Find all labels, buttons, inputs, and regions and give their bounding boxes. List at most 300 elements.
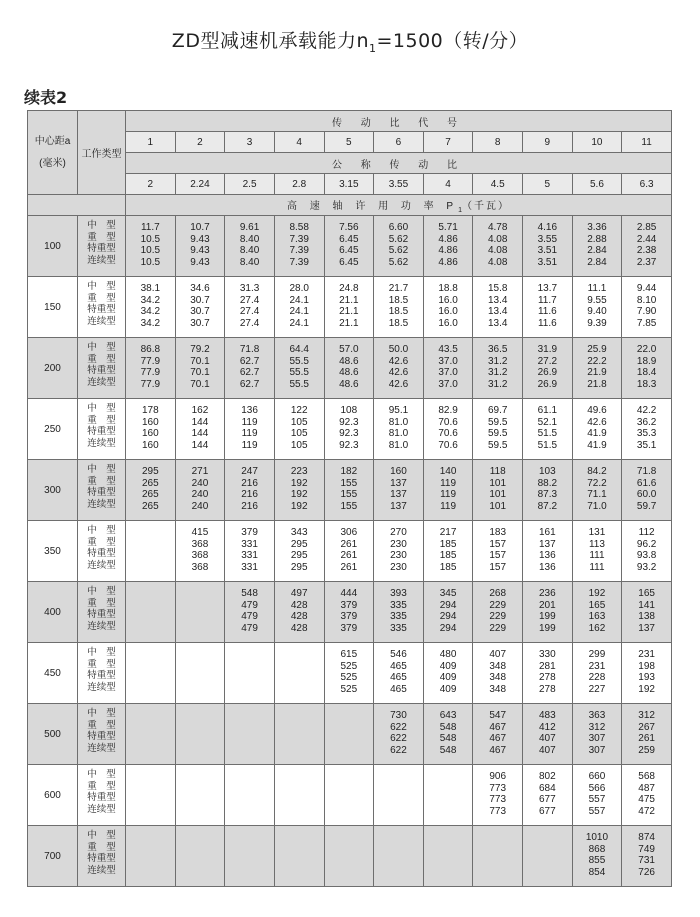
ratio-code-6: 6 xyxy=(374,132,424,153)
power-value: 270 xyxy=(390,527,407,538)
power-value: 428 xyxy=(290,611,308,623)
work-type-list xyxy=(78,765,126,826)
power-cell xyxy=(572,399,622,460)
power-value: 379 xyxy=(340,622,358,634)
work-type-label: 特重型 xyxy=(87,487,116,499)
work-type-label: 重 型 xyxy=(87,536,116,548)
work-type-label: 中 型 xyxy=(87,220,116,231)
power-value: 157 xyxy=(489,538,507,550)
power-cell xyxy=(324,338,374,399)
nominal-ratio-11: 6.3 xyxy=(622,174,672,195)
power-cell xyxy=(225,399,275,460)
power-cell xyxy=(225,216,275,277)
power-value: 86.8 xyxy=(140,344,161,355)
power-value: 92.3 xyxy=(339,439,359,451)
power-value: 51.5 xyxy=(537,428,558,440)
power-cell xyxy=(622,765,672,826)
power-value: 4.08 xyxy=(487,245,508,257)
power-value: 119 xyxy=(440,489,457,501)
work-type-label: 中 型 xyxy=(87,464,116,475)
work-type-label: 重 型 xyxy=(87,719,116,731)
power-value: 27.4 xyxy=(239,306,260,318)
power-cell xyxy=(423,399,473,460)
power-value: 48.6 xyxy=(339,378,359,390)
ratio-code-4: 4 xyxy=(274,132,324,153)
power-value: 548 xyxy=(241,588,258,599)
power-value: 185 xyxy=(439,538,457,550)
power-cell xyxy=(572,338,622,399)
power-value: 8.40 xyxy=(239,233,260,245)
power-cell xyxy=(126,460,176,521)
power-value: 3.51 xyxy=(537,256,558,268)
power-value: 497 xyxy=(290,588,308,599)
power-value: 444 xyxy=(340,588,358,599)
power-value: 30.7 xyxy=(190,317,210,329)
power-value: 21.7 xyxy=(388,283,409,294)
power-cell xyxy=(225,338,275,399)
power-cell xyxy=(622,826,672,887)
power-cell xyxy=(572,704,622,765)
power-value: 312 xyxy=(588,721,606,733)
power-value: 261 xyxy=(340,550,358,562)
power-cell xyxy=(523,582,573,643)
empty-cell xyxy=(175,704,225,765)
power-value: 281 xyxy=(538,660,556,672)
power-cell xyxy=(622,643,672,704)
power-cell xyxy=(225,277,275,338)
power-value: 731 xyxy=(638,855,655,867)
empty-cell xyxy=(274,765,324,826)
power-value: 749 xyxy=(638,843,655,855)
power-unit: （千瓦） xyxy=(462,200,511,212)
power-cell xyxy=(423,277,473,338)
power-value: 348 xyxy=(489,672,507,684)
power-cell xyxy=(225,521,275,582)
power-value: 55.5 xyxy=(289,378,309,390)
power-cell xyxy=(423,704,473,765)
power-value: 6.45 xyxy=(339,245,359,257)
power-cell xyxy=(523,765,573,826)
title-subscript: 1 xyxy=(369,41,377,55)
power-value: 34.2 xyxy=(140,306,161,318)
header-ratio-code: 传 动 比 代 号 xyxy=(126,111,672,132)
work-type-label: 中 型 xyxy=(87,769,116,780)
power-value: 137 xyxy=(538,538,556,550)
power-value: 137 xyxy=(390,489,407,501)
power-value: 259 xyxy=(638,744,655,756)
power-value: 855 xyxy=(588,855,606,867)
power-value: 4.86 xyxy=(438,233,458,245)
power-value: 229 xyxy=(489,611,507,623)
power-value: 6.60 xyxy=(388,222,409,233)
power-cell xyxy=(622,460,672,521)
power-value: 10.7 xyxy=(190,222,210,233)
power-value: 42.6 xyxy=(388,378,409,390)
power-cell xyxy=(523,521,573,582)
empty-cell xyxy=(374,765,424,826)
power-value: 368 xyxy=(191,538,209,550)
power-value: 1010 xyxy=(585,832,609,843)
power-value: 3.55 xyxy=(537,233,558,245)
power-value: 136 xyxy=(241,405,258,416)
work-type-label: 连续型 xyxy=(87,803,116,815)
power-value: 802 xyxy=(538,771,556,782)
work-type-label: 特重型 xyxy=(87,792,116,804)
power-cell xyxy=(572,765,622,826)
power-value: 379 xyxy=(340,611,358,623)
power-value: 52.1 xyxy=(537,416,558,428)
power-cell xyxy=(622,521,672,582)
power-value: 15.8 xyxy=(487,283,508,294)
power-cell xyxy=(473,704,523,765)
empty-cell xyxy=(175,826,225,887)
power-cell xyxy=(523,277,573,338)
power-cell xyxy=(126,277,176,338)
power-cell xyxy=(324,521,374,582)
power-value: 8.10 xyxy=(636,294,657,306)
power-value: 71.0 xyxy=(587,500,607,512)
power-value: 472 xyxy=(638,805,655,817)
power-value: 92.3 xyxy=(339,416,359,428)
work-type-list xyxy=(78,826,126,887)
power-cell xyxy=(225,582,275,643)
empty-cell xyxy=(423,826,473,887)
power-value: 88.2 xyxy=(537,477,558,489)
ratio-code-10: 10 xyxy=(572,132,622,153)
table-body xyxy=(28,216,672,887)
work-type-label: 连续型 xyxy=(87,681,116,693)
power-value: 379 xyxy=(241,527,258,538)
power-value: 37.0 xyxy=(438,367,458,379)
center-distance-value: 350 xyxy=(28,521,78,582)
power-cell xyxy=(572,216,622,277)
power-value: 487 xyxy=(638,782,655,794)
power-value: 21.1 xyxy=(339,294,359,306)
power-value: 229 xyxy=(489,599,507,611)
power-value: 428 xyxy=(290,599,308,611)
power-value: 4.16 xyxy=(537,222,558,233)
power-value: 906 xyxy=(489,771,507,782)
power-value: 137 xyxy=(390,477,407,489)
power-value: 271 xyxy=(191,466,209,477)
power-value: 165 xyxy=(588,599,606,611)
power-value: 4.08 xyxy=(487,233,508,245)
power-cell xyxy=(572,460,622,521)
center-distance-value: 500 xyxy=(28,704,78,765)
power-value: 62.7 xyxy=(239,367,260,379)
power-value: 348 xyxy=(489,683,507,695)
power-cell xyxy=(374,643,424,704)
power-cell xyxy=(374,277,424,338)
power-value: 34.2 xyxy=(140,294,161,306)
power-value: 87.3 xyxy=(537,489,558,501)
power-value: 141 xyxy=(638,599,655,611)
power-value: 37.0 xyxy=(438,378,458,390)
power-value: 101 xyxy=(489,500,507,512)
power-value: 335 xyxy=(390,611,407,623)
power-value: 465 xyxy=(390,660,407,672)
power-value: 105 xyxy=(290,416,308,428)
power-cell xyxy=(572,521,622,582)
power-value: 393 xyxy=(390,588,407,599)
power-cell xyxy=(523,399,573,460)
power-value: 407 xyxy=(489,649,507,660)
work-type-label: 重 型 xyxy=(87,841,116,853)
power-value: 160 xyxy=(141,439,159,451)
empty-cell xyxy=(175,582,225,643)
power-value: 240 xyxy=(191,489,209,501)
power-value: 368 xyxy=(191,550,209,562)
power-value: 2.37 xyxy=(636,256,657,268)
work-type-list xyxy=(78,704,126,765)
power-cell xyxy=(175,521,225,582)
nominal-ratio-9: 5 xyxy=(523,174,573,195)
power-value: 105 xyxy=(290,439,308,451)
power-cell xyxy=(622,399,672,460)
power-cell xyxy=(274,216,324,277)
work-type-label: 中 型 xyxy=(87,281,116,292)
power-value: 428 xyxy=(290,622,308,634)
table-row xyxy=(28,399,672,460)
power-value: 30.7 xyxy=(190,306,210,318)
power-value: 13.4 xyxy=(487,294,508,306)
work-type-list xyxy=(78,216,126,277)
power-value: 31.3 xyxy=(239,283,260,294)
power-value: 178 xyxy=(141,405,159,416)
power-value: 34.6 xyxy=(190,283,210,294)
power-value: 71.8 xyxy=(239,344,260,355)
power-value: 6.45 xyxy=(339,256,359,268)
power-value: 42.6 xyxy=(388,367,409,379)
power-value: 9.43 xyxy=(190,256,210,268)
power-value: 113 xyxy=(588,538,605,550)
power-cell xyxy=(374,460,424,521)
center-distance-value: 600 xyxy=(28,765,78,826)
power-value: 182 xyxy=(340,466,358,477)
power-value: 9.43 xyxy=(190,245,210,257)
capacity-table xyxy=(27,110,672,887)
power-value: 306 xyxy=(340,527,358,538)
power-value: 8.40 xyxy=(239,245,260,257)
work-type-label: 连续型 xyxy=(87,864,116,876)
power-value: 6.45 xyxy=(339,233,359,245)
power-value: 140 xyxy=(439,466,457,477)
table-row xyxy=(28,277,672,338)
power-value: 35.1 xyxy=(636,439,657,451)
power-value: 261 xyxy=(340,561,358,573)
power-value: 643 xyxy=(439,710,457,721)
power-value: 3.36 xyxy=(587,222,607,233)
table-row xyxy=(28,460,672,521)
empty-cell xyxy=(473,826,523,887)
work-type-label: 特重型 xyxy=(87,365,116,377)
power-value: 25.9 xyxy=(587,344,607,355)
power-value: 231 xyxy=(638,649,655,660)
power-value: 525 xyxy=(340,672,358,684)
power-value: 60.0 xyxy=(636,489,657,501)
power-value: 278 xyxy=(538,683,556,695)
work-type-label: 连续型 xyxy=(87,742,116,754)
power-value: 660 xyxy=(588,771,606,782)
power-value: 51.5 xyxy=(537,439,558,451)
power-cell xyxy=(175,277,225,338)
power-cell xyxy=(572,277,622,338)
work-type-label: 连续型 xyxy=(87,437,116,449)
power-cell xyxy=(622,338,672,399)
power-value: 412 xyxy=(538,721,556,733)
power-value: 43.5 xyxy=(438,344,458,355)
power-value: 331 xyxy=(241,561,258,573)
power-cell xyxy=(374,704,424,765)
power-value: 307 xyxy=(588,744,606,756)
power-value: 295 xyxy=(141,466,159,477)
power-value: 4.08 xyxy=(487,256,508,268)
power-value: 2.38 xyxy=(636,245,657,257)
power-value: 93.2 xyxy=(636,561,657,573)
power-value: 261 xyxy=(340,538,358,550)
work-type-label: 特重型 xyxy=(87,670,116,682)
power-value: 18.9 xyxy=(636,355,657,367)
power-value: 18.4 xyxy=(636,367,657,379)
power-value: 28.0 xyxy=(289,283,309,294)
power-value: 62.7 xyxy=(239,355,260,367)
power-value: 131 xyxy=(588,527,606,538)
power-value: 247 xyxy=(241,466,258,477)
power-cell xyxy=(274,399,324,460)
power-cell xyxy=(324,643,374,704)
power-value: 21.8 xyxy=(587,378,607,390)
power-value: 18.5 xyxy=(388,306,409,318)
power-value: 5.71 xyxy=(438,222,458,233)
power-value: 265 xyxy=(141,489,159,501)
power-value: 7.39 xyxy=(289,256,309,268)
power-cell xyxy=(126,338,176,399)
power-value: 5.62 xyxy=(388,245,409,257)
power-cell xyxy=(523,460,573,521)
power-cell xyxy=(374,582,424,643)
ratio-code-7: 7 xyxy=(423,132,473,153)
power-value: 50.0 xyxy=(388,344,409,355)
power-cell xyxy=(523,338,573,399)
power-cell xyxy=(473,460,523,521)
power-cell xyxy=(523,216,573,277)
power-value: 101 xyxy=(489,489,507,501)
power-value: 22.2 xyxy=(587,355,607,367)
power-value: 467 xyxy=(489,721,507,733)
power-value: 192 xyxy=(588,588,606,599)
empty-cell xyxy=(324,765,374,826)
empty-cell xyxy=(126,521,176,582)
power-cell xyxy=(572,582,622,643)
power-cell xyxy=(473,216,523,277)
power-value: 227 xyxy=(588,683,606,695)
table-row xyxy=(28,765,672,826)
power-value: 72.2 xyxy=(587,477,607,489)
power-value: 11.7 xyxy=(140,222,160,233)
power-value: 331 xyxy=(241,550,258,562)
power-value: 615 xyxy=(340,649,358,660)
header-spacer xyxy=(28,195,126,216)
power-value: 868 xyxy=(588,843,606,855)
power-value: 622 xyxy=(390,721,407,733)
work-type-label: 特重型 xyxy=(87,853,116,865)
power-value: 10.5 xyxy=(140,233,161,245)
power-cell xyxy=(126,216,176,277)
power-value: 24.1 xyxy=(289,294,309,306)
nominal-ratio-1: 2 xyxy=(126,174,176,195)
power-value: 409 xyxy=(439,683,457,695)
power-value: 30.7 xyxy=(190,294,210,306)
power-value: 96.2 xyxy=(636,538,657,550)
power-cell xyxy=(423,338,473,399)
power-value: 236 xyxy=(538,588,556,599)
power-value: 13.4 xyxy=(487,306,508,318)
power-value: 331 xyxy=(241,538,258,550)
power-value: 163 xyxy=(588,611,606,623)
ratio-code-2: 2 xyxy=(175,132,225,153)
nominal-ratio-3: 2.5 xyxy=(225,174,275,195)
power-value: 22.0 xyxy=(636,344,657,355)
empty-cell xyxy=(175,643,225,704)
power-value: 11.6 xyxy=(537,317,557,329)
power-value: 299 xyxy=(588,649,606,660)
center-distance-value: 200 xyxy=(28,338,78,399)
power-value: 201 xyxy=(538,599,556,611)
power-value: 229 xyxy=(489,622,507,634)
power-value: 26.9 xyxy=(537,378,558,390)
power-value: 16.0 xyxy=(438,306,458,318)
power-cell xyxy=(175,216,225,277)
power-value: 773 xyxy=(489,782,507,794)
power-value: 103 xyxy=(538,466,556,477)
power-value: 265 xyxy=(141,500,159,512)
power-value: 42.2 xyxy=(636,405,657,416)
power-value: 18.5 xyxy=(388,294,409,306)
power-value: 465 xyxy=(390,672,407,684)
power-cell xyxy=(374,521,424,582)
power-value: 16.0 xyxy=(438,317,458,329)
power-value: 185 xyxy=(439,561,457,573)
power-value: 144 xyxy=(191,428,209,440)
power-value: 81.0 xyxy=(388,416,409,428)
power-cell xyxy=(374,399,424,460)
center-distance-value: 300 xyxy=(28,460,78,521)
power-value: 61.1 xyxy=(537,405,558,416)
power-value: 111 xyxy=(589,561,605,573)
power-value: 415 xyxy=(191,527,209,538)
work-type-label: 特重型 xyxy=(87,304,116,316)
work-type-label: 重 型 xyxy=(87,475,116,487)
ratio-code-8: 8 xyxy=(473,132,523,153)
empty-cell xyxy=(274,643,324,704)
power-value: 35.3 xyxy=(636,428,657,440)
power-value: 483 xyxy=(538,710,556,721)
power-value: 409 xyxy=(439,672,457,684)
work-type-list xyxy=(78,521,126,582)
power-value: 7.56 xyxy=(339,222,359,233)
power-value: 525 xyxy=(340,660,358,672)
power-cell xyxy=(572,643,622,704)
power-value: 160 xyxy=(141,428,159,440)
center-distance-label: 中心距a xyxy=(34,135,71,147)
power-value: 119 xyxy=(440,500,457,512)
power-value: 548 xyxy=(439,733,457,745)
power-value: 119 xyxy=(241,439,258,451)
power-value: 70.1 xyxy=(190,378,210,390)
power-value: 31.9 xyxy=(537,344,558,355)
power-value: 157 xyxy=(489,550,507,562)
power-value: 55.5 xyxy=(289,367,309,379)
